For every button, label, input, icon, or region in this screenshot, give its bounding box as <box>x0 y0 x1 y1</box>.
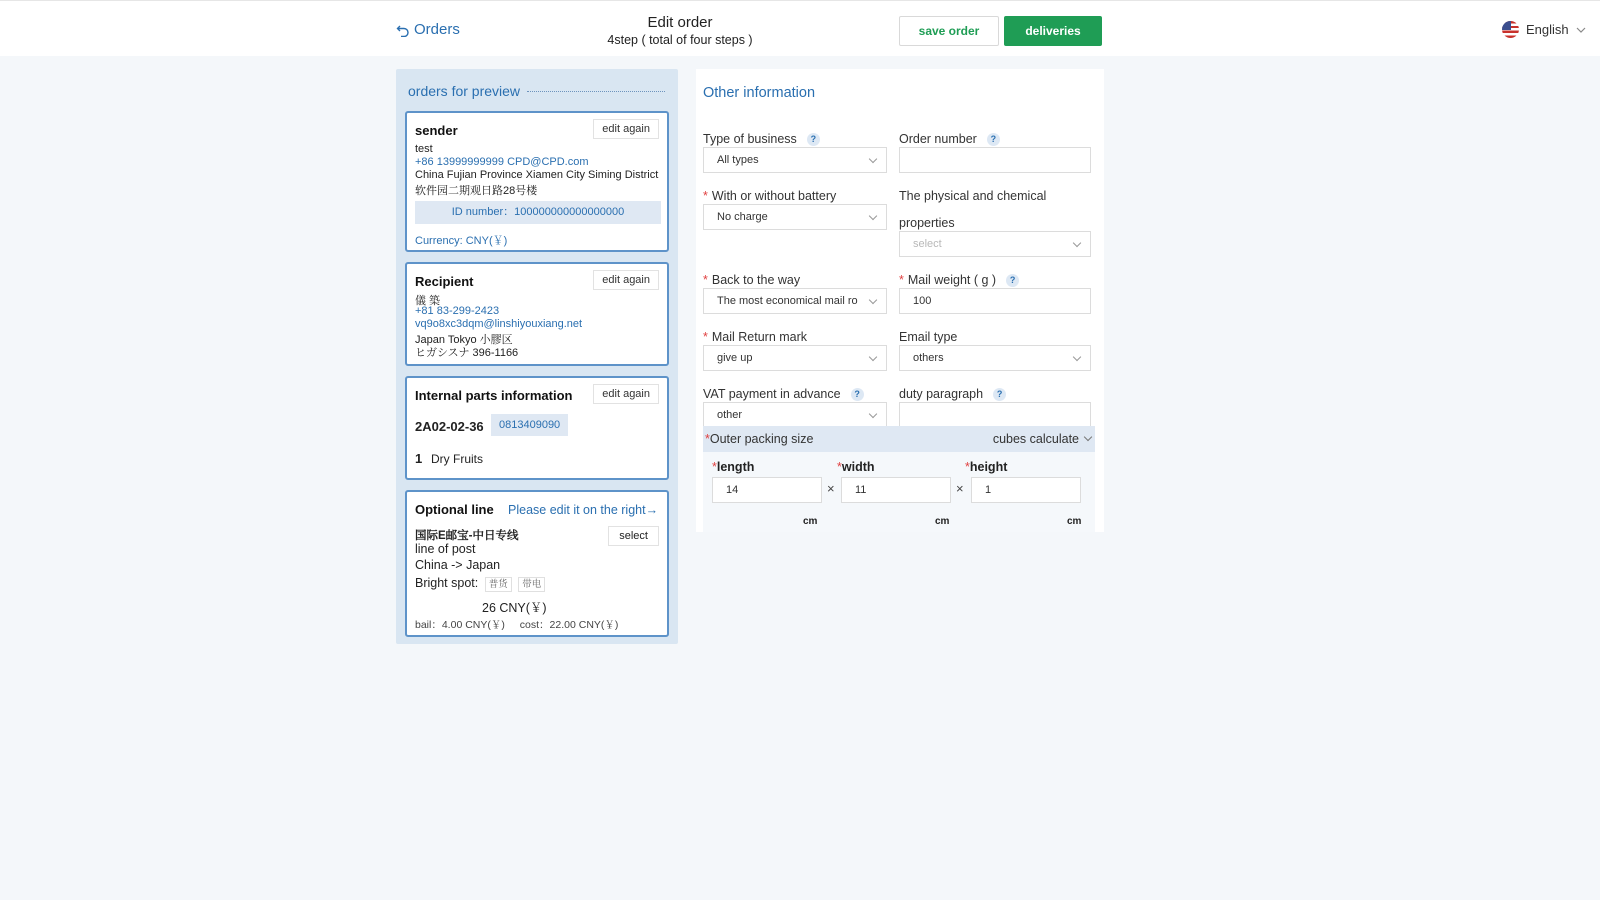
edit-parts-button[interactable]: edit again <box>593 384 659 404</box>
internal-parts-heading: Internal parts information <box>415 388 573 403</box>
length-text: length <box>716 460 755 474</box>
times-sign: × <box>827 481 835 496</box>
bail-fee: bail：4.00 CNY(￥) <box>415 619 505 631</box>
mail-weight-label <box>899 273 1019 287</box>
outer-packing-header <box>703 426 1095 452</box>
orders-preview-panel <box>396 69 678 644</box>
bright-spot-row <box>415 576 545 592</box>
height-text: height <box>969 460 1008 474</box>
language-label: English <box>1526 22 1569 37</box>
physical-properties-label-line2: properties <box>899 216 955 230</box>
back-link-label[interactable]: Orders <box>414 21 460 38</box>
required-mark: * <box>705 432 710 446</box>
top-bar <box>0 0 1600 56</box>
dotted-divider <box>527 91 665 92</box>
sender-address-line1: China Fujian Province Xiamen City Siming District <box>415 169 659 181</box>
physical-properties-select[interactable]: select <box>899 231 1091 257</box>
recipient-heading: Recipient <box>415 274 474 289</box>
required-mark: * <box>703 273 708 287</box>
recipient-address-line2: ヒガシスナ 396-1166 <box>415 347 519 359</box>
deliveries-button[interactable]: deliveries <box>1004 16 1102 46</box>
part-code: 2A02-02-36 <box>415 419 484 434</box>
sender-contact: +86 13999999999 CPD@CPD.com <box>415 156 589 168</box>
duty-paragraph-input[interactable] <box>899 402 1091 428</box>
mail-weight-input[interactable]: 100 <box>899 288 1091 314</box>
physical-properties-label-line1: The physical and chemical <box>899 189 1047 203</box>
outer-packing-text: Outer packing size <box>709 432 814 446</box>
sender-currency: Currency: CNY(￥) <box>415 235 508 247</box>
item-name: Dry Fruits <box>431 452 483 466</box>
length-input[interactable]: 14 <box>712 477 822 503</box>
line-type: line of post <box>415 542 476 556</box>
line-price: 26 CNY(￥) <box>482 601 547 615</box>
recipient-phone: +81 83-299-2423 <box>415 305 500 317</box>
item-quantity: 1 <box>415 451 423 466</box>
edit-recipient-button[interactable]: edit again <box>593 270 659 290</box>
chevron-down-icon <box>1576 27 1586 33</box>
required-mark: * <box>703 189 708 203</box>
general-goods-tag: 普货 <box>485 577 512 592</box>
type-of-business-select[interactable]: All types <box>703 147 887 173</box>
width-label: *width <box>837 460 875 474</box>
type-of-business-text: Type of business <box>703 132 797 146</box>
step-indicator: 4step ( total of four steps ) <box>607 33 753 47</box>
edit-hint: Please edit it on the right→ <box>508 503 659 517</box>
duty-paragraph-text: duty paragraph <box>899 387 984 401</box>
order-number-text: Order number <box>899 132 977 146</box>
preview-title: orders for preview <box>408 83 521 99</box>
hs-code-tag: 0813409090 <box>491 414 568 436</box>
duty-paragraph-label <box>899 387 1006 401</box>
email-type-select[interactable]: others <box>899 345 1091 371</box>
packing-dimensions <box>703 452 1095 532</box>
required-mark: * <box>703 330 708 344</box>
recipient-name: 儀 築 <box>415 295 441 307</box>
length-label: *length <box>712 460 755 474</box>
vat-select[interactable]: other <box>703 402 887 428</box>
battery-select[interactable]: No charge <box>703 204 887 230</box>
sender-name: test <box>415 143 433 155</box>
length-unit: cm <box>803 516 818 527</box>
line-route: China -> Japan <box>415 558 501 572</box>
height-unit: cm <box>1067 516 1082 527</box>
optional-line-heading: Optional line <box>415 502 494 517</box>
line-name: 国际E邮宝-中日专线 <box>415 530 519 542</box>
back-way-select[interactable]: The most economical mail ro <box>703 288 887 314</box>
help-icon[interactable]: ? <box>993 388 1006 401</box>
return-mark-select[interactable]: give up <box>703 345 887 371</box>
edit-sender-button[interactable]: edit again <box>593 119 659 139</box>
bright-spot-label: Bright spot: <box>415 576 479 590</box>
return-mark-label <box>703 330 807 344</box>
internal-parts-card <box>405 376 669 480</box>
vat-text: VAT payment in advance <box>703 387 841 401</box>
sender-address-line2: 软件园二期观日路28号楼 <box>415 185 538 197</box>
required-mark: * <box>899 273 904 287</box>
fee-breakdown <box>415 617 618 632</box>
type-of-business-label <box>703 132 820 146</box>
recipient-card <box>405 262 669 366</box>
recipient-email: vq9o8xc3dqm@linshiyouxiang.net <box>415 318 583 330</box>
select-line-button[interactable]: select <box>608 526 659 546</box>
back-way-text: Back to the way <box>711 273 801 287</box>
sender-id-number: ID number：100000000000000000 <box>415 201 661 224</box>
battery-tag: 带电 <box>518 577 545 592</box>
form-title: Other information <box>703 85 816 101</box>
us-flag-icon <box>1502 21 1519 38</box>
battery-label <box>703 189 836 203</box>
cost-fee: cost：22.00 CNY(￥) <box>519 619 619 631</box>
width-input[interactable]: 11 <box>841 477 951 503</box>
recipient-address-line1: Japan Tokyo 小膠区 <box>415 334 513 346</box>
return-mark-text: Mail Return mark <box>711 330 808 344</box>
optional-line-card <box>405 490 669 637</box>
help-icon[interactable]: ? <box>851 388 864 401</box>
page-title-block <box>560 14 800 47</box>
mail-weight-text: Mail weight ( g ) <box>907 273 997 287</box>
back-way-label <box>703 273 800 287</box>
sender-card <box>405 111 669 252</box>
battery-text: With or without battery <box>711 189 837 203</box>
sender-heading: sender <box>415 123 458 138</box>
email-type-label: Email type <box>899 330 958 344</box>
width-text: width <box>841 460 875 474</box>
back-to-orders-link[interactable] <box>396 21 460 38</box>
vat-label <box>703 387 864 401</box>
order-number-label <box>899 132 1000 146</box>
cubes-calculate-toggle[interactable]: cubes calculate <box>993 432 1091 446</box>
help-icon[interactable]: ? <box>1006 274 1019 287</box>
help-icon[interactable]: ? <box>807 133 820 146</box>
help-icon[interactable]: ? <box>987 133 1000 146</box>
language-selector[interactable] <box>1502 21 1586 38</box>
order-number-input[interactable] <box>899 147 1091 173</box>
page-title: Edit order <box>647 14 713 31</box>
outer-packing-label <box>705 432 813 446</box>
save-order-button[interactable]: save order <box>899 16 999 46</box>
width-unit: cm <box>935 516 950 527</box>
times-sign: × <box>956 481 964 496</box>
other-information-form <box>696 69 1104 532</box>
height-label: *height <box>965 460 1008 474</box>
height-input[interactable]: 1 <box>971 477 1081 503</box>
undo-arrow-icon <box>396 23 410 37</box>
